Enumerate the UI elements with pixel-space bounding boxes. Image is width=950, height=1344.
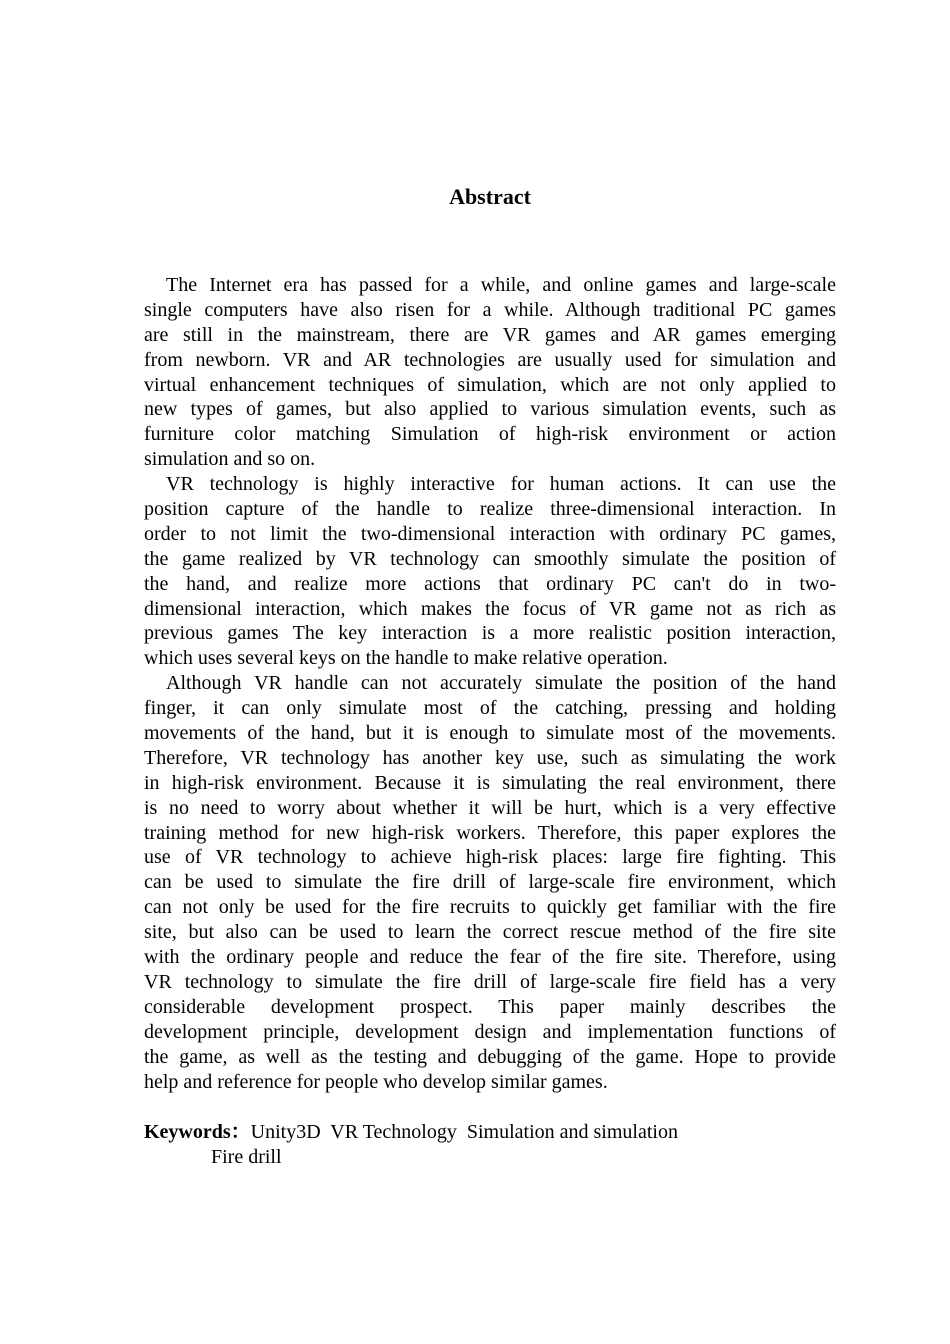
paragraph-line: help and reference for people who develop similar games. bbox=[144, 1070, 608, 1093]
paragraph-line: in high-risk environment. Because it is simulating the real environment, there bbox=[144, 771, 836, 794]
paragraph-line: with the ordinary people and reduce the fear of the fire site. Therefore, using bbox=[144, 946, 836, 969]
keywords-line2: Fire drill bbox=[211, 1146, 282, 1168]
paragraph-line: virtual enhancement techniques of simulation, which are not only applied to bbox=[144, 373, 836, 396]
paragraph-line: VR technology is highly interactive for human actions. It can use the bbox=[166, 473, 836, 496]
paragraph-line: Although VR handle can not accurately simulate the position of the hand bbox=[166, 672, 836, 695]
paragraph-line: development principle, development design and implementation functions of bbox=[144, 1020, 836, 1043]
paragraph-line: can be used to simulate the fire drill of large-scale fire environment, which bbox=[144, 871, 836, 894]
paragraph-line: considerable development prospect. This paper mainly describes the bbox=[144, 995, 836, 1018]
paragraph-line: are still in the mainstream, there are VR games and AR games emerging bbox=[144, 323, 836, 346]
paragraph-line: VR technology to simulate the fire drill of large-scale fire field has a very bbox=[144, 970, 836, 993]
paragraph-line: is no need to worry about whether it will be hurt, which is a very effective bbox=[144, 796, 836, 819]
paragraph-line: which uses several keys on the handle to make relative operation. bbox=[144, 647, 668, 670]
paragraph-line: single computers have also risen for a while. Although traditional PC games bbox=[144, 298, 836, 321]
paragraph-line: finger, it can only simulate most of the catching, pressing and holding bbox=[144, 697, 836, 720]
paragraph-line: can not only be used for the fire recruits to quickly get familiar with the fire bbox=[144, 896, 836, 919]
paragraph-line: The Internet era has passed for a while, and online games and large-scale bbox=[166, 274, 836, 296]
paragraph-line: new types of games, but also applied to various simulation events, such as bbox=[144, 398, 836, 421]
paragraph-line: dimensional interaction, which makes the focus of VR game not as rich as bbox=[144, 597, 836, 620]
paragraph-line: simulation and so on. bbox=[144, 448, 316, 471]
keywords bbox=[144, 1120, 678, 1170]
paragraph-line: Therefore, VR technology has another key use, such as simulating the work bbox=[144, 746, 836, 769]
keywords-label: Keywords： bbox=[144, 1121, 251, 1143]
paragraph-line: previous games The key interaction is a more realistic position interaction, bbox=[144, 622, 836, 645]
paragraph-line: furniture color matching Simulation of high-risk environment or action bbox=[144, 423, 836, 446]
paragraph-line: from newborn. VR and AR technologies are usually used for simulation and bbox=[144, 348, 836, 371]
paragraph-line: training method for new high-risk workers. Therefore, this paper explores the bbox=[144, 821, 836, 844]
keywords-line1: Unity3D VR Technology Simulation and simulation bbox=[250, 1121, 678, 1143]
paragraph-line: the game, as well as the testing and debugging of the game. Hope to provide bbox=[144, 1045, 836, 1068]
paragraph-line: movements of the hand, but it is enough to simulate most of the movements. bbox=[144, 722, 836, 745]
abstract-title: Abstract bbox=[449, 184, 531, 209]
abstract-body bbox=[144, 273, 836, 1094]
paragraph-line: site, but also can be used to learn the correct rescue method of the fire site bbox=[144, 921, 836, 944]
paragraph-line: order to not limit the two-dimensional interaction with ordinary PC games, bbox=[144, 522, 836, 545]
paragraph-line: position capture of the handle to realize three-dimensional interaction. In bbox=[144, 498, 836, 521]
paragraph-line: the hand, and realize more actions that ordinary PC can't do in two- bbox=[144, 572, 836, 595]
paragraph-line: the game realized by VR technology can smoothly simulate the position of bbox=[144, 547, 836, 570]
paragraph-line: use of VR technology to achieve high-risk places: large fire fighting. This bbox=[144, 846, 836, 869]
